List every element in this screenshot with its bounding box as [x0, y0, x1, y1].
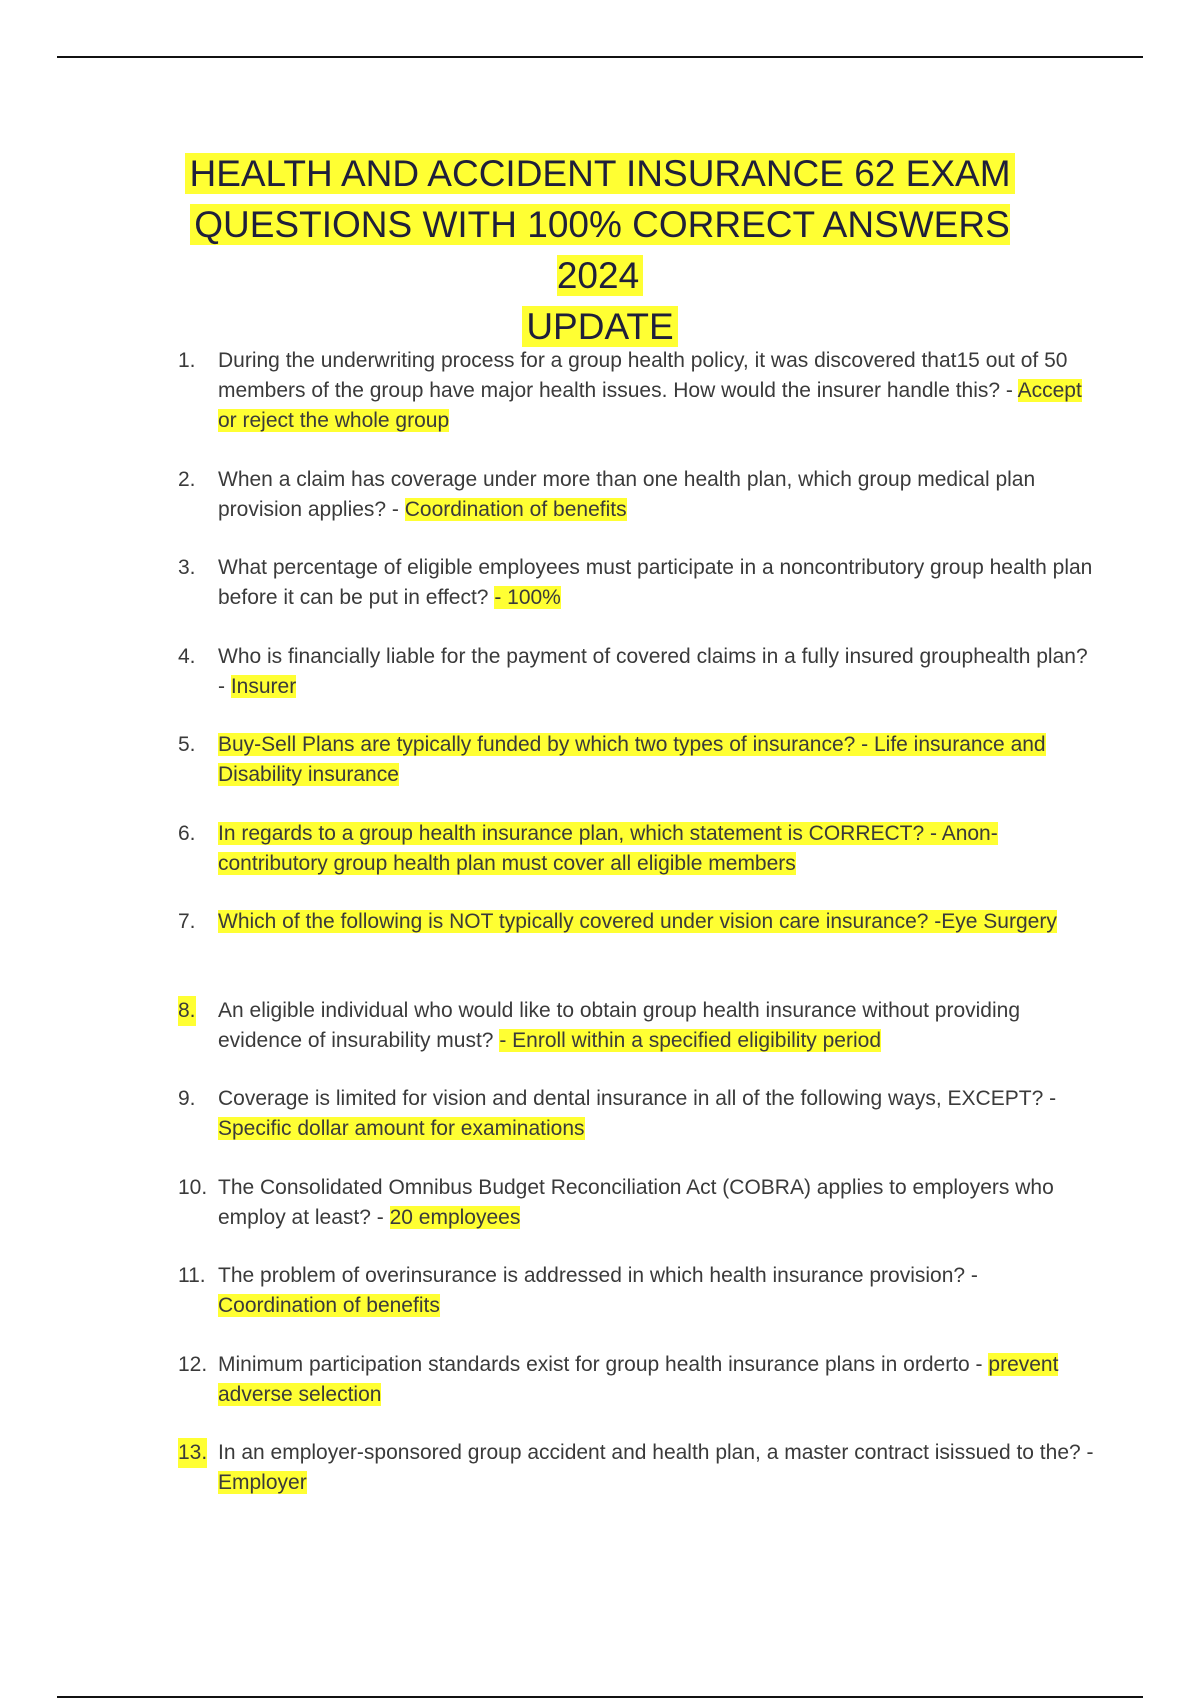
bottom-rule — [57, 1696, 1143, 1698]
item-number: 7. — [178, 910, 196, 933]
question-text: In an employer-sponsored group accident and health plan, a master contract isissued to the? - — [218, 1441, 1094, 1464]
question-text: What percentage of eligible employees must participate in a noncontributory group health plan before it can be put in effect? — [218, 556, 1093, 609]
list-item — [178, 1261, 1098, 1321]
item-number: 10. — [178, 1176, 208, 1199]
list-item — [178, 465, 1098, 525]
list-item — [178, 996, 1098, 1056]
item-number: 3. — [178, 556, 196, 579]
list-item — [178, 907, 1057, 937]
list-item — [178, 553, 1098, 613]
answer-text: In regards to a group health insurance plan, which statement is CORRECT? - Anon-contributory group health plan must cover all eligible members — [218, 822, 998, 875]
list-item — [178, 346, 1098, 436]
answer-text: 20 employees — [389, 1206, 521, 1229]
answer-text: prevent adverse selection — [218, 1353, 1059, 1406]
item-number: 12. — [178, 1353, 208, 1376]
question-text: An eligible individual who would like to obtain group health insurance without providing evidence of insurability must? — [218, 999, 1021, 1052]
question-text: Coverage is limited for vision and dental insurance in all of the following ways, EXCEPT? - — [218, 1087, 1057, 1110]
answer-text: - 100% — [494, 586, 561, 609]
question-text: During the underwriting process for a group health policy, it was discovered that15 out of 50 members of the group have major health issues. How would the insurer handle this? - — [218, 349, 1068, 402]
title-line-1: HEALTH AND ACCIDENT INSURANCE 62 EXAM — [185, 153, 1014, 194]
question-text: Who is financially liable for the payment of covered claims in a fully insured grouphealth plan? - — [218, 645, 1088, 698]
item-number: 9. — [178, 1087, 196, 1110]
list-item — [178, 1438, 1098, 1498]
list-item — [178, 642, 1098, 702]
answer-text: Insurer — [230, 675, 297, 698]
list-item — [178, 1173, 1098, 1233]
item-number: 4. — [178, 645, 196, 668]
list-item — [178, 730, 1098, 790]
item-number: 2. — [178, 468, 196, 491]
answer-text: Accept or reject the whole group — [218, 379, 1082, 432]
list-item — [178, 819, 1098, 879]
answer-text: - Enroll within a specified eligibility period — [499, 1029, 881, 1052]
question-text: The Consolidated Omnibus Budget Reconciliation Act (COBRA) applies to employers who employ at least? - — [218, 1176, 1054, 1229]
item-number: 13. — [178, 1438, 207, 1468]
question-text: The problem of overinsurance is addressed in which health insurance provision? - — [218, 1264, 978, 1287]
title-line-2: QUESTIONS WITH 100% CORRECT ANSWERS 2024 — [190, 204, 1010, 296]
answer-text: Buy-Sell Plans are typically funded by which two types of insurance? - Life insurance and Disability insurance — [218, 733, 1046, 786]
item-number: 6. — [178, 822, 196, 845]
list-item — [178, 1350, 1098, 1410]
item-number: 11. — [178, 1264, 206, 1287]
item-number: 1. — [178, 349, 196, 372]
title-line-3: UPDATE — [522, 306, 677, 347]
answer-text: Employer — [218, 1471, 307, 1494]
top-rule — [57, 56, 1143, 58]
question-text: Minimum participation standards exist for group health insurance plans in orderto - — [218, 1353, 989, 1376]
answer-text: Coordination of benefits — [404, 498, 627, 521]
list-item — [178, 1084, 1098, 1144]
question-text: When a claim has coverage under more than one health plan, which group medical plan provision applies? - — [218, 468, 1036, 521]
page-title — [150, 148, 1050, 352]
item-number: 5. — [178, 733, 196, 756]
answer-text: Which of the following is NOT typically covered under vision care insurance? -Eye Surgery — [218, 910, 1057, 933]
item-number: 8. — [178, 996, 196, 1026]
answer-text: Specific dollar amount for examinations — [218, 1117, 585, 1140]
answer-text: Coordination of benefits — [218, 1294, 440, 1317]
